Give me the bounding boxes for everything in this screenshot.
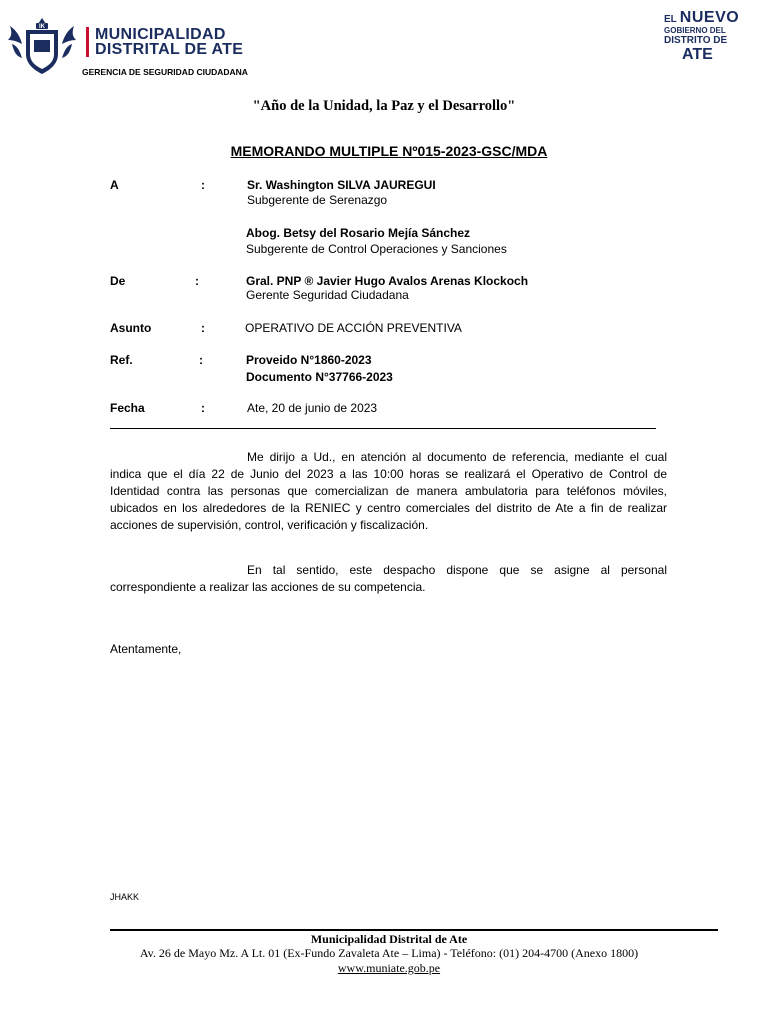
to-label: A xyxy=(110,178,119,192)
from-colon: : xyxy=(195,274,199,288)
year-motto: "Año de la Unidad, la Paz y el Desarrollo" xyxy=(252,98,516,114)
from-role: Gerente Seguridad Ciudadana xyxy=(246,288,409,302)
ref-label: Ref. xyxy=(110,353,133,367)
brand-line2: GOBIERNO DEL xyxy=(664,26,726,35)
svg-text:IK: IK xyxy=(39,24,45,30)
initials: JHAKK xyxy=(110,892,140,902)
ref-colon: : xyxy=(199,353,203,367)
municipality-name-line1: MUNICIPALIDAD xyxy=(95,26,226,43)
municipality-name-line2: DISTRITAL DE ATE xyxy=(95,41,244,58)
header-separator xyxy=(110,428,656,429)
subject-colon: : xyxy=(201,321,205,335)
body-paragraph-1 xyxy=(110,449,667,534)
footer-website-link[interactable]: www.muniate.gob.pe xyxy=(337,961,441,975)
footer-name: Municipalidad Distrital de Ate xyxy=(310,932,468,946)
to-role-1: Subgerente de Serenazgo xyxy=(247,193,388,207)
coat-of-arms-logo xyxy=(6,12,78,78)
date-colon: : xyxy=(201,401,205,415)
ref-2: Documento N°37766-2023 xyxy=(246,370,393,384)
body-paragraph-1-text: Me dirijo a Ud., en atención al documento de referencia, mediante el cual indica que el día 22 de Junio del 2023 a las 10:00 horas se realizará el Operativo de Control de Identidad contra las personas que comercializan de manera ambulatoria para teléfonos móviles, ubicados en los alrededores de la RENIEC y centro comerciales del distrito de Ate a fin de realizar acciones de supervisión, control, verificación y fiscalización. xyxy=(110,450,667,532)
footer-separator xyxy=(110,929,718,931)
body-paragraph-2 xyxy=(110,562,667,596)
date-text: Ate, 20 de junio de 2023 xyxy=(247,401,378,415)
from-name: Gral. PNP ® Javier Hugo Avalos Arenas Klockoch xyxy=(246,274,529,288)
brand-nuevo: NUEVO xyxy=(679,9,740,26)
date-label: Fecha xyxy=(110,401,145,415)
brand-line3: DISTRITO DE xyxy=(664,35,728,46)
to-name-1: Sr. Washington SILVA JAUREGUI xyxy=(247,178,436,192)
body-paragraph-2-text: En tal sentido, este despacho dispone que se asigne al personal correspondiente a realizar las acciones de su competencia. xyxy=(110,563,667,594)
department-name: GERENCIA DE SEGURIDAD CIUDADANA xyxy=(82,67,248,77)
brand-line4: ATE xyxy=(682,46,713,63)
logo-divider xyxy=(86,27,89,57)
brand-logo xyxy=(664,10,748,63)
subject-label: Asunto xyxy=(110,321,152,335)
ref-1: Proveido N°1860-2023 xyxy=(246,353,372,367)
subject-text: OPERATIVO DE ACCIÓN PREVENTIVA xyxy=(245,321,462,335)
brand-el: EL xyxy=(664,14,677,25)
to-role-2: Subgerente de Control Operaciones y Sanciones xyxy=(246,242,507,256)
to-name-2: Abog. Betsy del Rosario Mejía Sánchez xyxy=(246,226,471,240)
closing: Atentamente, xyxy=(110,642,182,656)
to-colon: : xyxy=(201,178,205,192)
footer-address: Av. 26 de Mayo Mz. A Lt. 01 (Ex-Fundo Zavaleta Ate – Lima) - Teléfono: (01) 204-4700 (Anexo 1800) xyxy=(139,946,639,960)
from-label: De xyxy=(110,274,126,288)
memo-title: MEMORANDO MULTIPLE Nº015-2023-GSC/MDA xyxy=(230,143,548,159)
